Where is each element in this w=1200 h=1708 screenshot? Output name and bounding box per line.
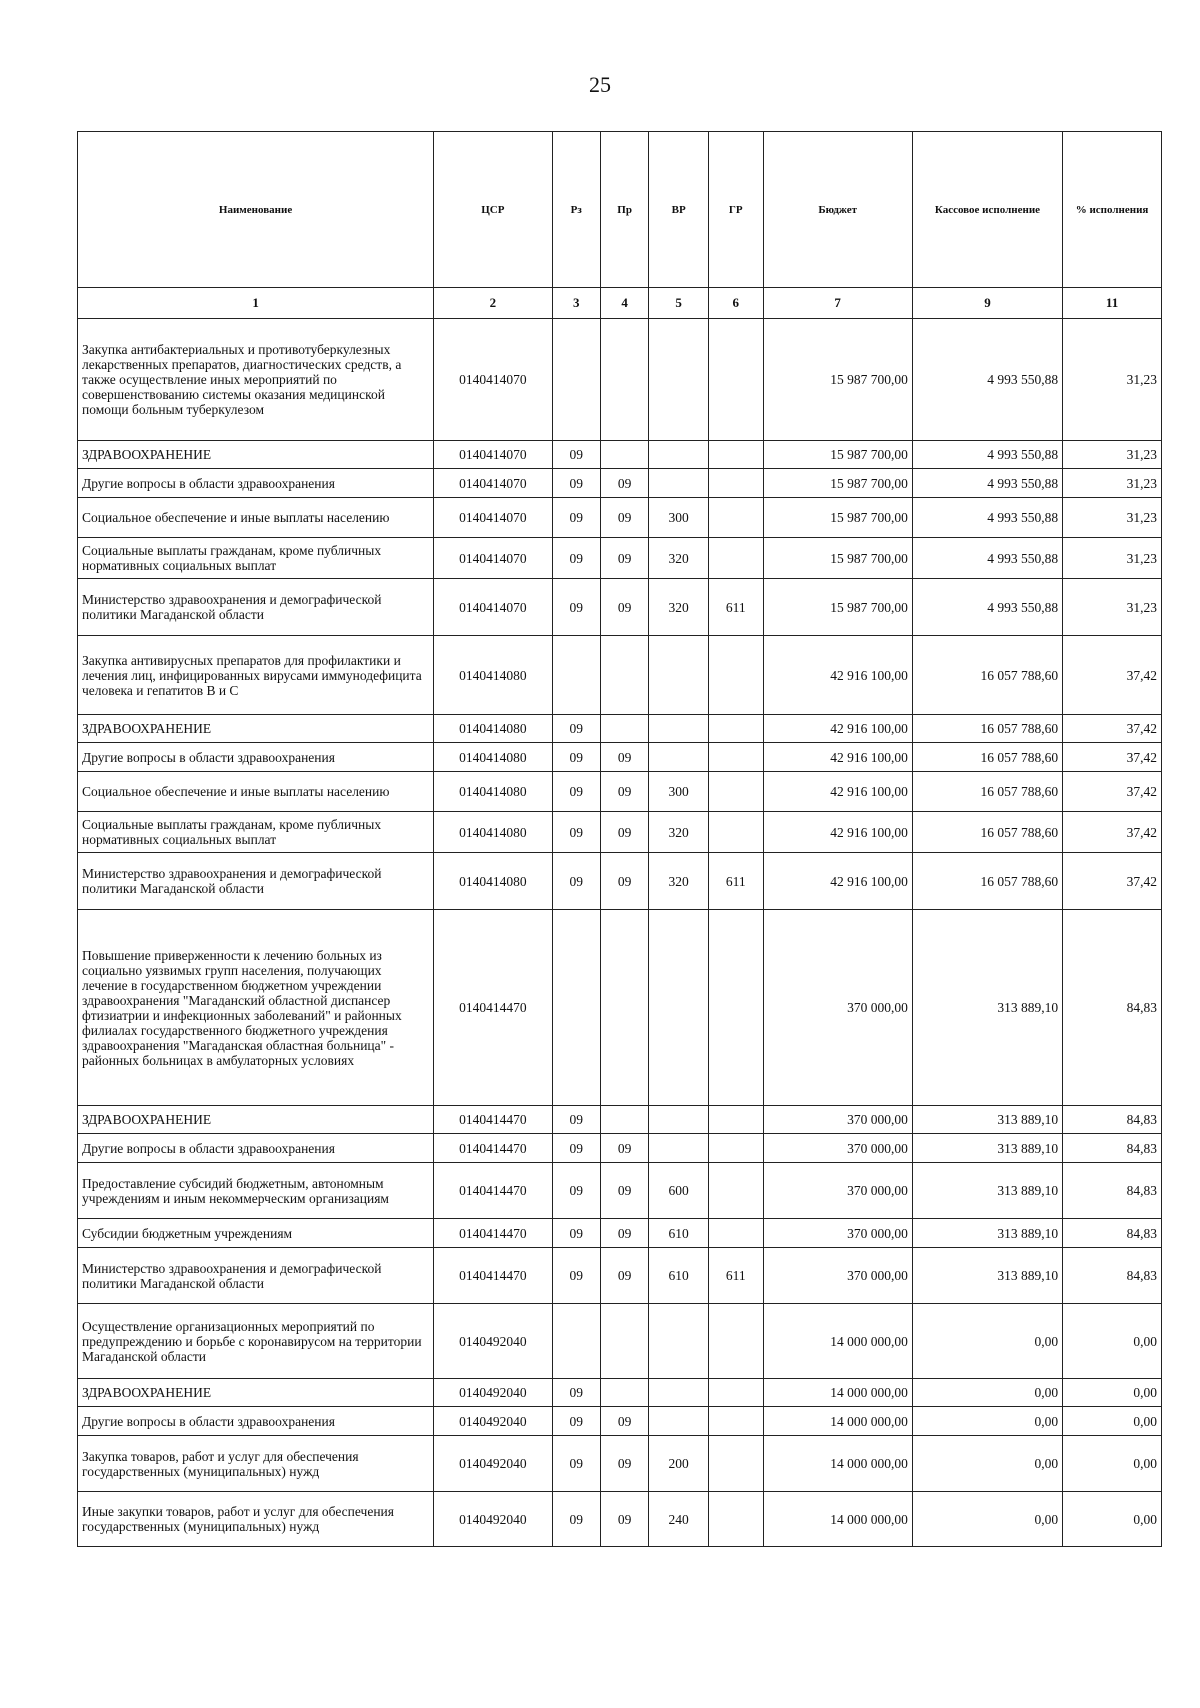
row-vr: 300	[649, 772, 709, 812]
budget-table	[77, 131, 1162, 1547]
row-vr	[649, 636, 709, 715]
header-csr: ЦСР	[434, 132, 552, 288]
row-csr: 0140492040	[434, 1379, 552, 1407]
row-execution: 0,00	[912, 1304, 1062, 1379]
row-rz: 09	[552, 538, 600, 579]
row-csr: 0140492040	[434, 1304, 552, 1379]
row-execution: 16 057 788,60	[912, 715, 1062, 743]
table-row	[78, 1304, 1162, 1379]
row-gr	[709, 1163, 764, 1219]
row-rz	[552, 636, 600, 715]
row-csr: 0140414470	[434, 1163, 552, 1219]
row-gr	[709, 538, 764, 579]
table-row	[78, 1248, 1162, 1304]
row-csr: 0140414070	[434, 469, 552, 498]
row-budget: 42 916 100,00	[763, 743, 912, 772]
row-name: Повышение приверженности к лечению больных из социально уязвимых групп населения, получающих лечение в государственном бюджетном учреждении здравоохранения "Магаданский областной диспансер фтизиатрии и инфекционных заболеваний" и районных филиалах государственного бюджетного учреждения здравоохранения "Магаданская областная больница" - районных больницах в амбулаторных условиях	[78, 910, 434, 1106]
row-vr	[649, 743, 709, 772]
row-gr	[709, 1134, 764, 1163]
row-budget: 42 916 100,00	[763, 715, 912, 743]
row-pr: 09	[600, 853, 648, 910]
row-vr	[649, 715, 709, 743]
column-number: 11	[1063, 288, 1162, 319]
row-gr	[709, 1407, 764, 1436]
row-budget: 15 987 700,00	[763, 441, 912, 469]
row-execution: 4 993 550,88	[912, 538, 1062, 579]
row-gr	[709, 715, 764, 743]
row-rz: 09	[552, 1134, 600, 1163]
table-row	[78, 469, 1162, 498]
row-percent: 84,83	[1063, 1106, 1162, 1134]
row-percent: 0,00	[1063, 1436, 1162, 1492]
row-execution: 0,00	[912, 1379, 1062, 1407]
row-rz: 09	[552, 1248, 600, 1304]
table-row	[78, 1407, 1162, 1436]
row-vr	[649, 441, 709, 469]
row-budget: 42 916 100,00	[763, 812, 912, 853]
row-pr: 09	[600, 1436, 648, 1492]
row-pr: 09	[600, 538, 648, 579]
row-rz: 09	[552, 498, 600, 538]
row-percent: 31,23	[1063, 469, 1162, 498]
row-gr	[709, 1379, 764, 1407]
row-execution: 4 993 550,88	[912, 579, 1062, 636]
row-percent: 84,83	[1063, 910, 1162, 1106]
row-gr	[709, 772, 764, 812]
row-budget: 370 000,00	[763, 1106, 912, 1134]
row-budget: 14 000 000,00	[763, 1407, 912, 1436]
header-rz: Рз	[552, 132, 600, 288]
row-vr: 610	[649, 1219, 709, 1248]
row-pr: 09	[600, 1407, 648, 1436]
header-gr: ГР	[709, 132, 764, 288]
row-gr	[709, 1436, 764, 1492]
row-percent: 31,23	[1063, 579, 1162, 636]
table-row	[78, 1492, 1162, 1547]
row-execution: 16 057 788,60	[912, 772, 1062, 812]
row-gr	[709, 1106, 764, 1134]
row-budget: 15 987 700,00	[763, 579, 912, 636]
row-vr	[649, 1304, 709, 1379]
row-name: Закупка антибактериальных и противотуберкулезных лекарственных препаратов, диагностических средств, а также осуществление иных мероприятий по совершенствованию системы оказания медицинской помощи больным туберкулезом	[78, 319, 434, 441]
row-csr: 0140414470	[434, 1134, 552, 1163]
row-execution: 16 057 788,60	[912, 636, 1062, 715]
header-vr: ВР	[649, 132, 709, 288]
column-number: 3	[552, 288, 600, 319]
row-percent: 84,83	[1063, 1248, 1162, 1304]
row-vr: 200	[649, 1436, 709, 1492]
row-pr: 09	[600, 579, 648, 636]
row-name: Социальные выплаты гражданам, кроме публичных нормативных социальных выплат	[78, 812, 434, 853]
table-body	[78, 319, 1162, 1547]
row-name: Осуществление организационных мероприятий по предупреждению и борьбе с коронавирусом на территории Магаданской области	[78, 1304, 434, 1379]
row-name: Предоставление субсидий бюджетным, автономным учреждениям и иным некоммерческим организациям	[78, 1163, 434, 1219]
row-pr	[600, 1106, 648, 1134]
row-pr	[600, 1304, 648, 1379]
row-budget: 42 916 100,00	[763, 636, 912, 715]
row-vr	[649, 469, 709, 498]
row-gr	[709, 498, 764, 538]
row-vr: 600	[649, 1163, 709, 1219]
row-pr: 09	[600, 1219, 648, 1248]
table-row	[78, 812, 1162, 853]
row-percent: 37,42	[1063, 636, 1162, 715]
row-csr: 0140414070	[434, 319, 552, 441]
row-gr: 611	[709, 1248, 764, 1304]
table-row	[78, 853, 1162, 910]
row-name: Другие вопросы в области здравоохранения	[78, 743, 434, 772]
column-number: 4	[600, 288, 648, 319]
row-budget: 15 987 700,00	[763, 538, 912, 579]
row-pr: 09	[600, 1492, 648, 1547]
column-number: 5	[649, 288, 709, 319]
header-name: Наименование	[78, 132, 434, 288]
row-budget: 15 987 700,00	[763, 469, 912, 498]
row-csr: 0140492040	[434, 1492, 552, 1547]
row-gr: 611	[709, 579, 764, 636]
row-name: Другие вопросы в области здравоохранения	[78, 469, 434, 498]
table-row	[78, 772, 1162, 812]
row-name: Социальное обеспечение и иные выплаты населению	[78, 772, 434, 812]
row-execution: 313 889,10	[912, 1219, 1062, 1248]
row-execution: 0,00	[912, 1436, 1062, 1492]
row-csr: 0140414080	[434, 772, 552, 812]
row-gr	[709, 319, 764, 441]
column-number: 9	[912, 288, 1062, 319]
row-budget: 15 987 700,00	[763, 319, 912, 441]
table-row	[78, 715, 1162, 743]
row-gr	[709, 636, 764, 715]
table-row	[78, 1134, 1162, 1163]
column-number: 6	[709, 288, 764, 319]
row-csr: 0140414070	[434, 538, 552, 579]
row-rz: 09	[552, 1106, 600, 1134]
row-pr: 09	[600, 772, 648, 812]
row-execution: 313 889,10	[912, 1248, 1062, 1304]
row-percent: 37,42	[1063, 743, 1162, 772]
row-name: Другие вопросы в области здравоохранения	[78, 1407, 434, 1436]
row-execution: 313 889,10	[912, 1163, 1062, 1219]
row-gr	[709, 469, 764, 498]
row-pr: 09	[600, 1248, 648, 1304]
row-gr	[709, 1219, 764, 1248]
row-percent: 37,42	[1063, 853, 1162, 910]
table-row	[78, 636, 1162, 715]
row-name: Закупка антивирусных препаратов для профилактики и лечения лиц, инфицированных вирусами иммунодефицита человека и гепатитов В и С	[78, 636, 434, 715]
row-percent: 37,42	[1063, 772, 1162, 812]
row-csr: 0140414080	[434, 853, 552, 910]
row-execution: 16 057 788,60	[912, 812, 1062, 853]
header-execution: Кассовое исполнение	[912, 132, 1062, 288]
table-row	[78, 498, 1162, 538]
row-budget: 370 000,00	[763, 1219, 912, 1248]
row-execution: 16 057 788,60	[912, 743, 1062, 772]
row-budget: 14 000 000,00	[763, 1492, 912, 1547]
row-pr	[600, 715, 648, 743]
table-row	[78, 441, 1162, 469]
row-vr: 320	[649, 812, 709, 853]
row-rz: 09	[552, 743, 600, 772]
row-pr	[600, 636, 648, 715]
page-number: 25	[589, 72, 611, 97]
row-budget: 370 000,00	[763, 910, 912, 1106]
row-vr: 320	[649, 579, 709, 636]
table-row	[78, 579, 1162, 636]
row-rz: 09	[552, 715, 600, 743]
row-pr	[600, 910, 648, 1106]
row-percent: 0,00	[1063, 1407, 1162, 1436]
row-pr	[600, 1379, 648, 1407]
row-execution: 4 993 550,88	[912, 441, 1062, 469]
table-row	[78, 910, 1162, 1106]
row-pr: 09	[600, 812, 648, 853]
table-row	[78, 538, 1162, 579]
row-execution: 4 993 550,88	[912, 319, 1062, 441]
row-pr: 09	[600, 469, 648, 498]
column-number: 1	[78, 288, 434, 319]
row-percent: 0,00	[1063, 1379, 1162, 1407]
row-budget: 15 987 700,00	[763, 498, 912, 538]
row-gr	[709, 812, 764, 853]
row-name: Субсидии бюджетным учреждениям	[78, 1219, 434, 1248]
row-budget: 370 000,00	[763, 1248, 912, 1304]
row-vr: 610	[649, 1248, 709, 1304]
row-gr	[709, 1492, 764, 1547]
row-pr: 09	[600, 743, 648, 772]
row-execution: 0,00	[912, 1492, 1062, 1547]
row-csr: 0140414080	[434, 636, 552, 715]
row-percent: 84,83	[1063, 1163, 1162, 1219]
header-percent: % исполнения	[1063, 132, 1162, 288]
column-number: 2	[434, 288, 552, 319]
row-percent: 31,23	[1063, 498, 1162, 538]
row-vr: 240	[649, 1492, 709, 1547]
row-vr	[649, 319, 709, 441]
row-name: ЗДРАВООХРАНЕНИЕ	[78, 441, 434, 469]
row-percent: 37,42	[1063, 715, 1162, 743]
table-header-row	[78, 132, 1162, 288]
row-name: Министерство здравоохранения и демографической политики Магаданской области	[78, 853, 434, 910]
row-vr	[649, 910, 709, 1106]
row-budget: 14 000 000,00	[763, 1436, 912, 1492]
row-name: Другие вопросы в области здравоохранения	[78, 1134, 434, 1163]
row-execution: 4 993 550,88	[912, 469, 1062, 498]
row-budget: 370 000,00	[763, 1134, 912, 1163]
row-budget: 14 000 000,00	[763, 1379, 912, 1407]
row-rz: 09	[552, 812, 600, 853]
row-csr: 0140414470	[434, 910, 552, 1106]
row-csr: 0140414470	[434, 1248, 552, 1304]
row-execution: 313 889,10	[912, 1106, 1062, 1134]
table-row	[78, 743, 1162, 772]
row-rz: 09	[552, 1219, 600, 1248]
row-csr: 0140492040	[434, 1407, 552, 1436]
row-name: Закупка товаров, работ и услуг для обеспечения государственных (муниципальных) нужд	[78, 1436, 434, 1492]
header-pr: Пр	[600, 132, 648, 288]
row-csr: 0140414070	[434, 498, 552, 538]
row-csr: 0140414080	[434, 743, 552, 772]
row-rz: 09	[552, 1407, 600, 1436]
row-percent: 37,42	[1063, 812, 1162, 853]
column-number-row	[78, 288, 1162, 319]
row-rz: 09	[552, 1163, 600, 1219]
row-execution: 313 889,10	[912, 1134, 1062, 1163]
row-budget: 370 000,00	[763, 1163, 912, 1219]
row-rz: 09	[552, 579, 600, 636]
row-vr	[649, 1134, 709, 1163]
row-name: ЗДРАВООХРАНЕНИЕ	[78, 1379, 434, 1407]
row-name: Иные закупки товаров, работ и услуг для обеспечения государственных (муниципальных) нужд	[78, 1492, 434, 1547]
row-rz: 09	[552, 441, 600, 469]
row-csr: 0140414070	[434, 441, 552, 469]
row-rz	[552, 1304, 600, 1379]
row-gr	[709, 1304, 764, 1379]
row-name: ЗДРАВООХРАНЕНИЕ	[78, 1106, 434, 1134]
row-vr: 300	[649, 498, 709, 538]
row-rz	[552, 910, 600, 1106]
row-csr: 0140414070	[434, 579, 552, 636]
row-execution: 313 889,10	[912, 910, 1062, 1106]
row-rz: 09	[552, 1379, 600, 1407]
row-percent: 0,00	[1063, 1492, 1162, 1547]
row-execution: 16 057 788,60	[912, 853, 1062, 910]
row-percent: 31,23	[1063, 319, 1162, 441]
table-row	[78, 1163, 1162, 1219]
row-rz: 09	[552, 469, 600, 498]
row-pr: 09	[600, 1163, 648, 1219]
row-gr	[709, 743, 764, 772]
row-percent: 31,23	[1063, 441, 1162, 469]
row-rz: 09	[552, 1492, 600, 1547]
table-row	[78, 1379, 1162, 1407]
row-pr	[600, 441, 648, 469]
row-budget: 42 916 100,00	[763, 772, 912, 812]
row-rz: 09	[552, 853, 600, 910]
row-budget: 42 916 100,00	[763, 853, 912, 910]
row-name: ЗДРАВООХРАНЕНИЕ	[78, 715, 434, 743]
row-gr: 611	[709, 853, 764, 910]
row-csr: 0140414470	[434, 1106, 552, 1134]
row-csr: 0140414080	[434, 715, 552, 743]
table-row	[78, 319, 1162, 441]
row-gr	[709, 441, 764, 469]
row-vr	[649, 1379, 709, 1407]
table-row	[78, 1436, 1162, 1492]
row-percent: 31,23	[1063, 538, 1162, 579]
row-gr	[709, 910, 764, 1106]
row-name: Социальные выплаты гражданам, кроме публичных нормативных социальных выплат	[78, 538, 434, 579]
row-name: Министерство здравоохранения и демографической политики Магаданской области	[78, 1248, 434, 1304]
row-pr: 09	[600, 498, 648, 538]
row-rz: 09	[552, 1436, 600, 1492]
row-percent: 84,83	[1063, 1219, 1162, 1248]
table-row	[78, 1106, 1162, 1134]
row-vr	[649, 1407, 709, 1436]
row-rz: 09	[552, 772, 600, 812]
row-name: Социальное обеспечение и иные выплаты населению	[78, 498, 434, 538]
row-csr: 0140492040	[434, 1436, 552, 1492]
row-percent: 0,00	[1063, 1304, 1162, 1379]
row-percent: 84,83	[1063, 1134, 1162, 1163]
column-number: 7	[763, 288, 912, 319]
row-pr	[600, 319, 648, 441]
row-name: Министерство здравоохранения и демографической политики Магаданской области	[78, 579, 434, 636]
row-execution: 0,00	[912, 1407, 1062, 1436]
row-budget: 14 000 000,00	[763, 1304, 912, 1379]
row-vr	[649, 1106, 709, 1134]
row-csr: 0140414080	[434, 812, 552, 853]
header-budget: Бюджет	[763, 132, 912, 288]
row-vr: 320	[649, 538, 709, 579]
row-execution: 4 993 550,88	[912, 498, 1062, 538]
table-row	[78, 1219, 1162, 1248]
row-csr: 0140414470	[434, 1219, 552, 1248]
row-rz	[552, 319, 600, 441]
row-vr: 320	[649, 853, 709, 910]
row-pr: 09	[600, 1134, 648, 1163]
